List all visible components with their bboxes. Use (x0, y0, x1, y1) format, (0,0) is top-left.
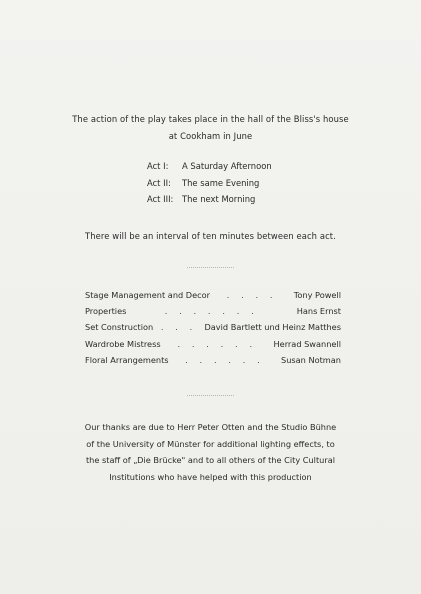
credit-name: Hans Ernst (296, 306, 341, 317)
credit-row (85, 355, 341, 371)
leader-dots: . . . . (226, 290, 278, 300)
credit-name: Herrad Swannell (273, 338, 341, 349)
leader-dots: . . . . . . (185, 354, 265, 365)
act-description: The next Morning (182, 194, 256, 205)
thanks-paragraph (0, 419, 421, 485)
interval-note: There will be an interval of ten minutes between each act. (85, 231, 336, 241)
section-divider (187, 395, 234, 396)
thanks-line: Our thanks are due to Herr Peter Otten and the Studio Bühne (84, 422, 337, 432)
credit-role: Floral Arrangements (85, 354, 169, 365)
credit-role: Stage Management and Decor (85, 290, 211, 300)
act-description: A Saturday Afternoon (182, 161, 272, 172)
credit-row (85, 306, 341, 322)
credit-row (85, 290, 341, 306)
acts-list (147, 158, 272, 208)
credit-name: Tony Powell (293, 290, 341, 300)
credit-role: Wardrobe Mistress (85, 338, 161, 349)
credit-role: Properties (85, 306, 127, 317)
setting-line-2: at Cookham in June (168, 131, 253, 141)
credits-list (85, 290, 341, 371)
act-label: Act I: (147, 161, 169, 172)
leader-dots: . . . (160, 322, 197, 333)
thanks-line: Institutions who have helped with this production (109, 471, 312, 482)
act-label: Act II: (147, 177, 171, 188)
credit-role: Set Construction (85, 322, 154, 333)
setting-line-1: The action of the play takes place in the hall of the Bliss's house (72, 114, 349, 124)
act-row (147, 158, 272, 175)
act-label: Act III: (147, 194, 174, 205)
credit-row (85, 322, 341, 338)
act-description: The same Evening (182, 177, 260, 188)
act-row (147, 175, 272, 192)
credit-name: Susan Notman (281, 354, 341, 365)
act-row (147, 191, 272, 208)
credit-row (85, 339, 341, 355)
credit-name: David Bartlett und Heinz Matthes (204, 322, 341, 333)
thanks-line: the staff of „Die Brücke" and to all others of the City Cultural (85, 455, 336, 465)
leader-dots: . . . . . . . (164, 306, 259, 317)
thanks-line: of the University of Münster for additional lighting effects, to (86, 438, 335, 449)
section-divider (187, 267, 234, 268)
leader-dots: . . . . . . (177, 338, 257, 349)
